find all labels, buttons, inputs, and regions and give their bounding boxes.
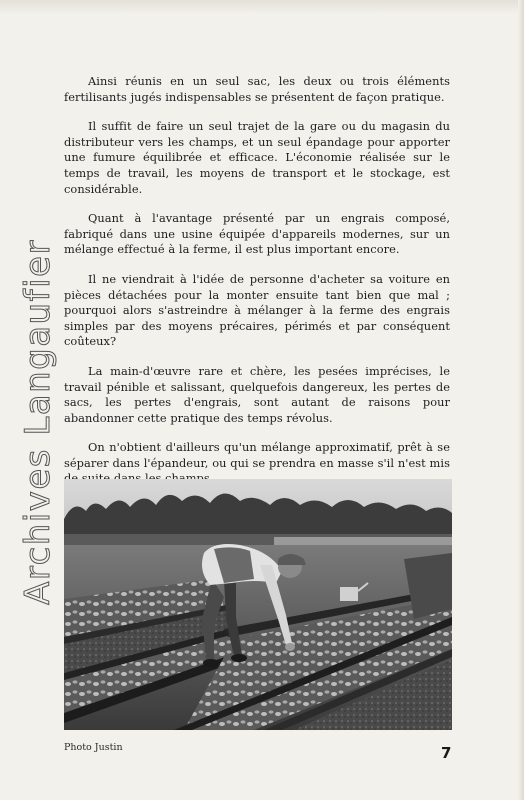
page-edge: [0, 0, 524, 14]
paragraph-3: Quant à l'avantage présenté par un engrais composé, fabriqué dans une usine équipée d'appareils modernes, sur un mélange effectué à la ferme, il est plus important encore.: [64, 211, 450, 257]
paragraph-1: Ainsi réunis en un seul sac, les deux ou trois éléments fertilisants jugés indispensables se présentent de façon pratique.: [64, 74, 450, 104]
paragraph-4: Il ne viendrait à l'idée de personne d'acheter sa voiture en pièces détachées pour la monter ensuite tant bien que mal ; pourquoi alors s'astreindre à mélanger à la ferme des engrais simples par des moyens précaires, périmés et par conséquent coûteux?: [64, 271, 450, 349]
photo-caption: Photo Justin: [64, 742, 123, 753]
paragraph-2: Il suffit de faire un seul trajet de la gare ou du magasin du distributeur vers les champs, et un seul épandage pour apporter une fumure équilibrée et efficace. L'économie réalisée sur le temps de travail, les moyens de transport et le stockage, est considérable.: [64, 119, 450, 196]
photo-gardener-seedbeds: [64, 479, 452, 730]
paragraph-6: On n'obtient d'ailleurs qu'un mélange approximatif, prêt à se séparer dans l'épandeur, ou qui se prendra en masse s'il n'est mis: [64, 440, 450, 470]
paragraph-5: La main-d'œuvre rare et chère, les pesées imprécises, le travail pénible et salissant, quelquefois dangereux, les pertes de sacs, les pertes d'engrais, sont autant de raisons pour abandonner cette pratique des temps révolus.: [64, 363, 450, 425]
archive-watermark: Archives Langaufier: [18, 239, 58, 605]
page-edge-right: [518, 0, 524, 800]
page-number: 7: [441, 744, 452, 762]
